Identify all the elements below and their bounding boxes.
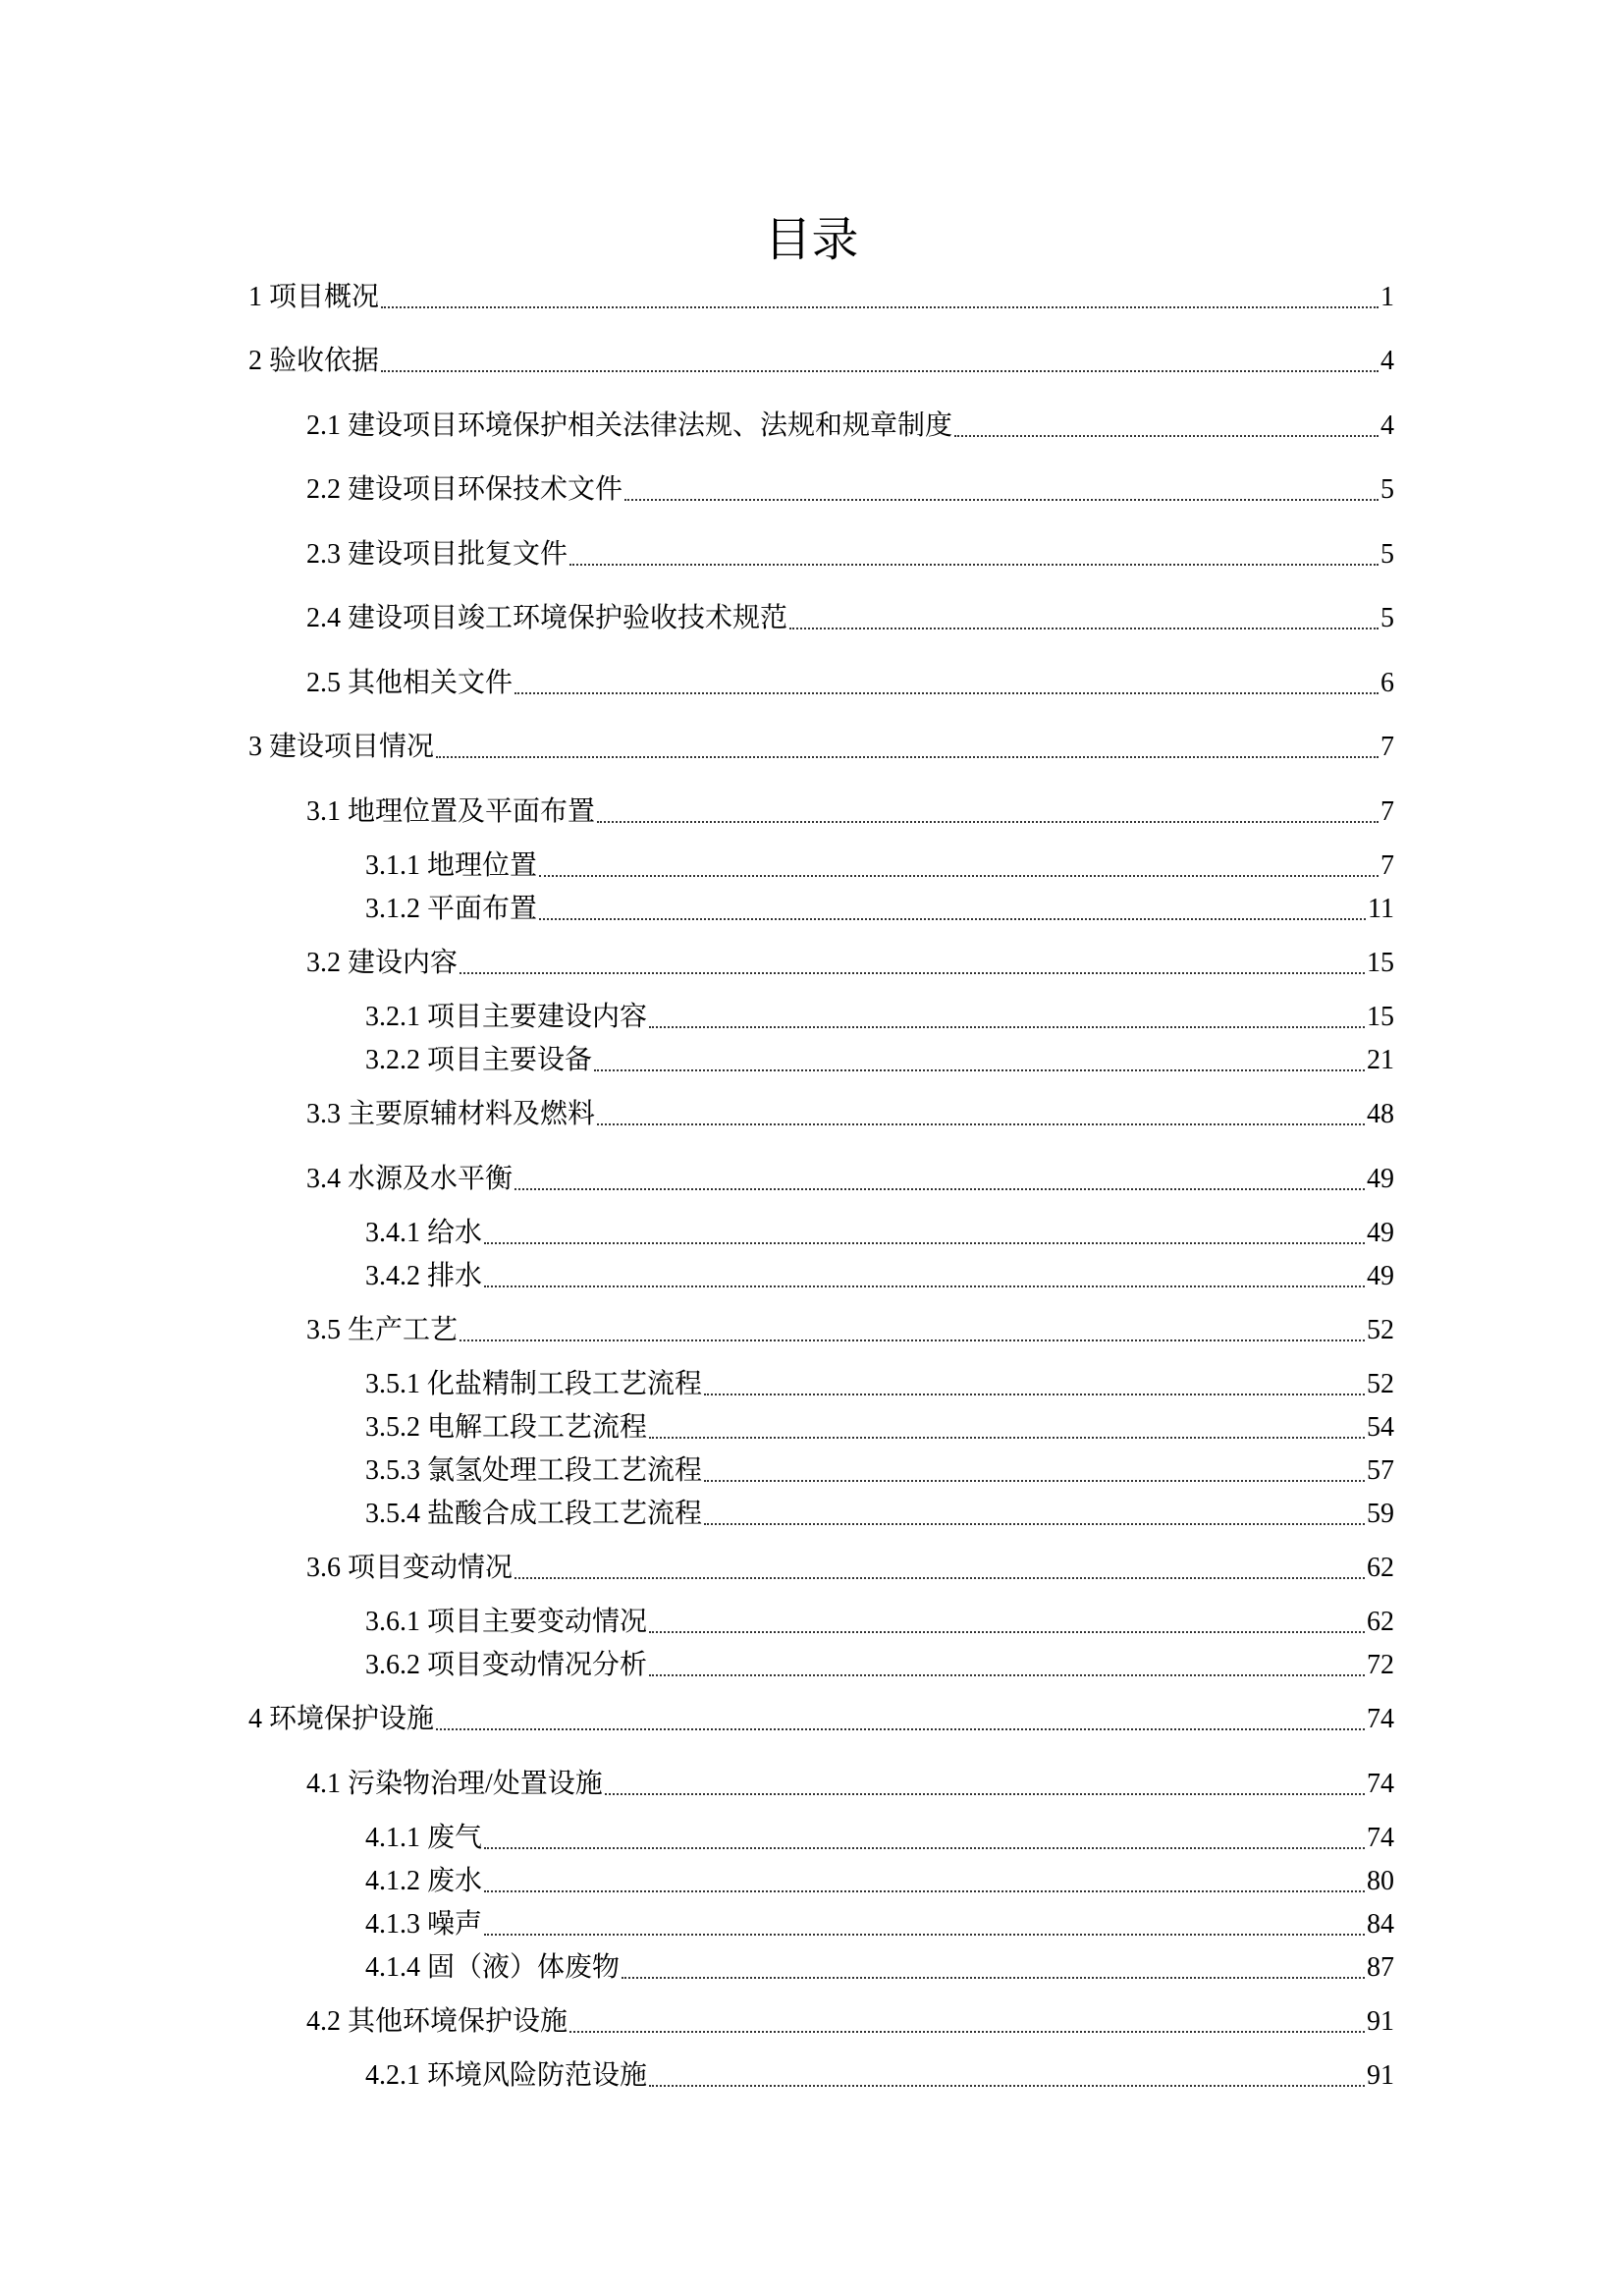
toc-entry-label: 4.2.1 环境风险防范设施 <box>365 2060 648 2091</box>
toc-entry-label: 2.2 建设项目环保技术文件 <box>306 474 623 505</box>
toc-leader-dots <box>569 564 1379 566</box>
toc-entry[interactable] <box>306 2002 1394 2042</box>
toc-page-number: 4 <box>1380 346 1394 376</box>
toc-page-number: 15 <box>1367 948 1394 978</box>
toc-entry[interactable] <box>306 535 1394 574</box>
toc-page-number: 57 <box>1367 1455 1394 1486</box>
toc-entry-label: 3.2.2 项目主要设备 <box>365 1045 593 1075</box>
toc-entry-label: 3.6 项目变动情况 <box>306 1553 514 1583</box>
toc-entry[interactable] <box>306 407 1394 446</box>
toc-entry-label: 3.3 主要原辅材料及燃料 <box>306 1099 596 1129</box>
toc-leader-dots <box>484 1847 1365 1849</box>
toc-entry-label: 4.1.4 固（液）体废物 <box>365 1952 621 1983</box>
toc-leader-dots <box>514 1577 1365 1579</box>
toc-entry-label: 2.3 建设项目批复文件 <box>306 539 568 570</box>
toc-leader-dots <box>569 2031 1365 2033</box>
toc-leader-dots <box>622 1977 1365 1979</box>
toc-entry-label: 3.2 建设内容 <box>306 948 459 978</box>
toc-leader-dots <box>484 1242 1365 1244</box>
toc-entry[interactable] <box>365 998 1394 1037</box>
toc-page-number: 5 <box>1380 474 1394 505</box>
toc-leader-dots <box>605 1793 1365 1795</box>
toc-leader-dots <box>514 692 1379 694</box>
toc-entry[interactable] <box>248 342 1394 381</box>
toc-page-number: 48 <box>1367 1099 1394 1129</box>
toc-entry-label: 3 建设项目情况 <box>248 732 435 762</box>
toc-page-number: 49 <box>1367 1218 1394 1248</box>
toc-entry-label: 4.1.1 废气 <box>365 1823 483 1853</box>
toc-leader-dots <box>954 435 1379 437</box>
toc-page-number: 5 <box>1380 539 1394 570</box>
toc-entry-label: 3.5.3 氯氢处理工段工艺流程 <box>365 1455 703 1486</box>
toc-page-number: 1 <box>1380 282 1394 312</box>
toc-entry[interactable] <box>306 664 1394 703</box>
toc-leader-dots <box>704 1523 1365 1525</box>
toc-entry-label: 3.4.2 排水 <box>365 1261 483 1291</box>
toc-entry-label: 2.4 建设项目竣工环境保护验收技术规范 <box>306 603 788 633</box>
toc-leader-dots <box>649 1437 1365 1439</box>
toc-leader-dots <box>381 306 1379 308</box>
toc-entry-label: 3.1.2 平面布置 <box>365 894 538 924</box>
toc-entry[interactable] <box>248 278 1394 317</box>
toc-entry[interactable] <box>365 1495 1394 1534</box>
toc-page-number: 21 <box>1367 1045 1394 1075</box>
toc-entry-label: 3.1.1 地理位置 <box>365 850 538 881</box>
toc-leader-dots <box>649 1674 1365 1676</box>
toc-entry-label: 3.6.1 项目主要变动情况 <box>365 1607 648 1637</box>
toc-page-number: 49 <box>1367 1164 1394 1194</box>
toc-entry[interactable] <box>365 1646 1394 1685</box>
toc-entry[interactable] <box>365 847 1394 886</box>
toc-leader-dots <box>539 875 1379 877</box>
toc-entry-label: 3.2.1 项目主要建设内容 <box>365 1002 648 1032</box>
toc-page-number: 62 <box>1367 1553 1394 1583</box>
toc-page-number: 74 <box>1367 1823 1394 1853</box>
toc-entry[interactable] <box>306 793 1394 832</box>
toc-entry[interactable] <box>248 1700 1394 1739</box>
toc-entry-label: 3.5.1 化盐精制工段工艺流程 <box>365 1369 703 1399</box>
toc-entry-label: 3.5.2 电解工段工艺流程 <box>365 1412 648 1443</box>
toc-page-number: 7 <box>1380 796 1394 827</box>
toc-leader-dots <box>484 1934 1365 1936</box>
toc-page-number: 91 <box>1367 2060 1394 2091</box>
toc-page-number: 49 <box>1367 1261 1394 1291</box>
toc-entry[interactable] <box>365 1451 1394 1491</box>
toc-entry[interactable] <box>306 1311 1394 1350</box>
toc-page-number: 7 <box>1380 732 1394 762</box>
toc-entry[interactable] <box>365 1603 1394 1642</box>
toc-entry-label: 4.1 污染物治理/处置设施 <box>306 1769 603 1799</box>
toc-leader-dots <box>649 1631 1365 1633</box>
toc-page-number: 80 <box>1367 1866 1394 1896</box>
toc-leader-dots <box>436 1728 1365 1730</box>
toc-page-number: 74 <box>1367 1769 1394 1799</box>
toc-entry[interactable] <box>365 890 1394 929</box>
toc-leader-dots <box>484 1285 1365 1287</box>
toc-page-number: 11 <box>1368 894 1394 924</box>
toc-entry-label: 4.1.3 噪声 <box>365 1909 483 1940</box>
toc-entry-label: 2.1 建设项目环境保护相关法律法规、法规和规章制度 <box>306 410 953 441</box>
toc-page-number: 84 <box>1367 1909 1394 1940</box>
toc-page-number: 15 <box>1367 1002 1394 1032</box>
toc-entry[interactable] <box>365 1257 1394 1296</box>
toc-leader-dots <box>539 918 1366 920</box>
toc-page-number: 5 <box>1380 603 1394 633</box>
toc-entry-label: 3.1 地理位置及平面布置 <box>306 796 596 827</box>
toc-entry[interactable] <box>306 944 1394 983</box>
toc-page-number: 7 <box>1380 850 1394 881</box>
toc-leader-dots <box>704 1394 1365 1395</box>
toc-entry-label: 1 项目概况 <box>248 282 380 312</box>
toc-page-number: 54 <box>1367 1412 1394 1443</box>
toc-page-number: 52 <box>1367 1369 1394 1399</box>
toc-entry-label: 3.4.1 给水 <box>365 1218 483 1248</box>
toc-entry[interactable] <box>365 1214 1394 1253</box>
toc-leader-dots <box>597 821 1379 823</box>
toc-entry[interactable] <box>365 1905 1394 1944</box>
toc-leader-dots <box>649 1026 1365 1028</box>
toc-entry[interactable] <box>365 1948 1394 1988</box>
toc-leader-dots <box>597 1123 1365 1125</box>
toc-entry[interactable] <box>306 599 1394 638</box>
toc-entry-label: 4.2 其他环境保护设施 <box>306 2006 568 2037</box>
toc-page-number: 74 <box>1367 1704 1394 1734</box>
toc-entry-label: 3.4 水源及水平衡 <box>306 1164 514 1194</box>
toc-leader-dots <box>594 1069 1365 1071</box>
toc-entry[interactable] <box>306 470 1394 510</box>
toc-page-number: 6 <box>1380 668 1394 698</box>
toc-entry-label: 2.5 其他相关文件 <box>306 668 514 698</box>
toc-page-number: 4 <box>1380 410 1394 441</box>
toc-entry[interactable] <box>365 1408 1394 1448</box>
page-title: 目录 <box>764 214 859 266</box>
toc-entry-label: 3.6.2 项目变动情况分析 <box>365 1650 648 1680</box>
toc-entry[interactable] <box>365 1819 1394 1858</box>
toc-leader-dots <box>460 972 1365 974</box>
toc-entry-label: 3.5.4 盐酸合成工段工艺流程 <box>365 1499 703 1529</box>
toc-leader-dots <box>514 1188 1365 1190</box>
toc-entry[interactable] <box>306 1765 1394 1804</box>
toc-leader-dots <box>381 370 1379 372</box>
toc-entry[interactable] <box>365 1862 1394 1901</box>
toc-leader-dots <box>484 1890 1365 1892</box>
toc-entry-label: 4.1.2 废水 <box>365 1866 483 1896</box>
toc-entry[interactable] <box>306 1160 1394 1199</box>
toc-leader-dots <box>460 1339 1365 1341</box>
toc-entry[interactable] <box>365 2056 1394 2096</box>
toc-page-number: 91 <box>1367 2006 1394 2037</box>
toc-entry-label: 2 验收依据 <box>248 346 380 376</box>
toc-entry[interactable] <box>306 1095 1394 1134</box>
toc-page-number: 62 <box>1367 1607 1394 1637</box>
toc-leader-dots <box>436 756 1379 758</box>
toc-leader-dots <box>649 2085 1365 2087</box>
toc-page-number: 59 <box>1367 1499 1394 1529</box>
toc-entry[interactable] <box>365 1041 1394 1080</box>
toc-page-number: 87 <box>1367 1952 1394 1983</box>
toc-entry[interactable] <box>248 728 1394 767</box>
toc-leader-dots <box>704 1480 1365 1482</box>
toc-entry[interactable] <box>306 1549 1394 1588</box>
toc-leader-dots <box>624 499 1379 501</box>
toc-entry-label: 3.5 生产工艺 <box>306 1315 459 1345</box>
toc-entry-label: 4 环境保护设施 <box>248 1704 435 1734</box>
toc-page-number: 72 <box>1367 1650 1394 1680</box>
toc-leader-dots <box>789 628 1379 629</box>
toc-page-number: 52 <box>1367 1315 1394 1345</box>
toc-entry[interactable] <box>365 1365 1394 1404</box>
